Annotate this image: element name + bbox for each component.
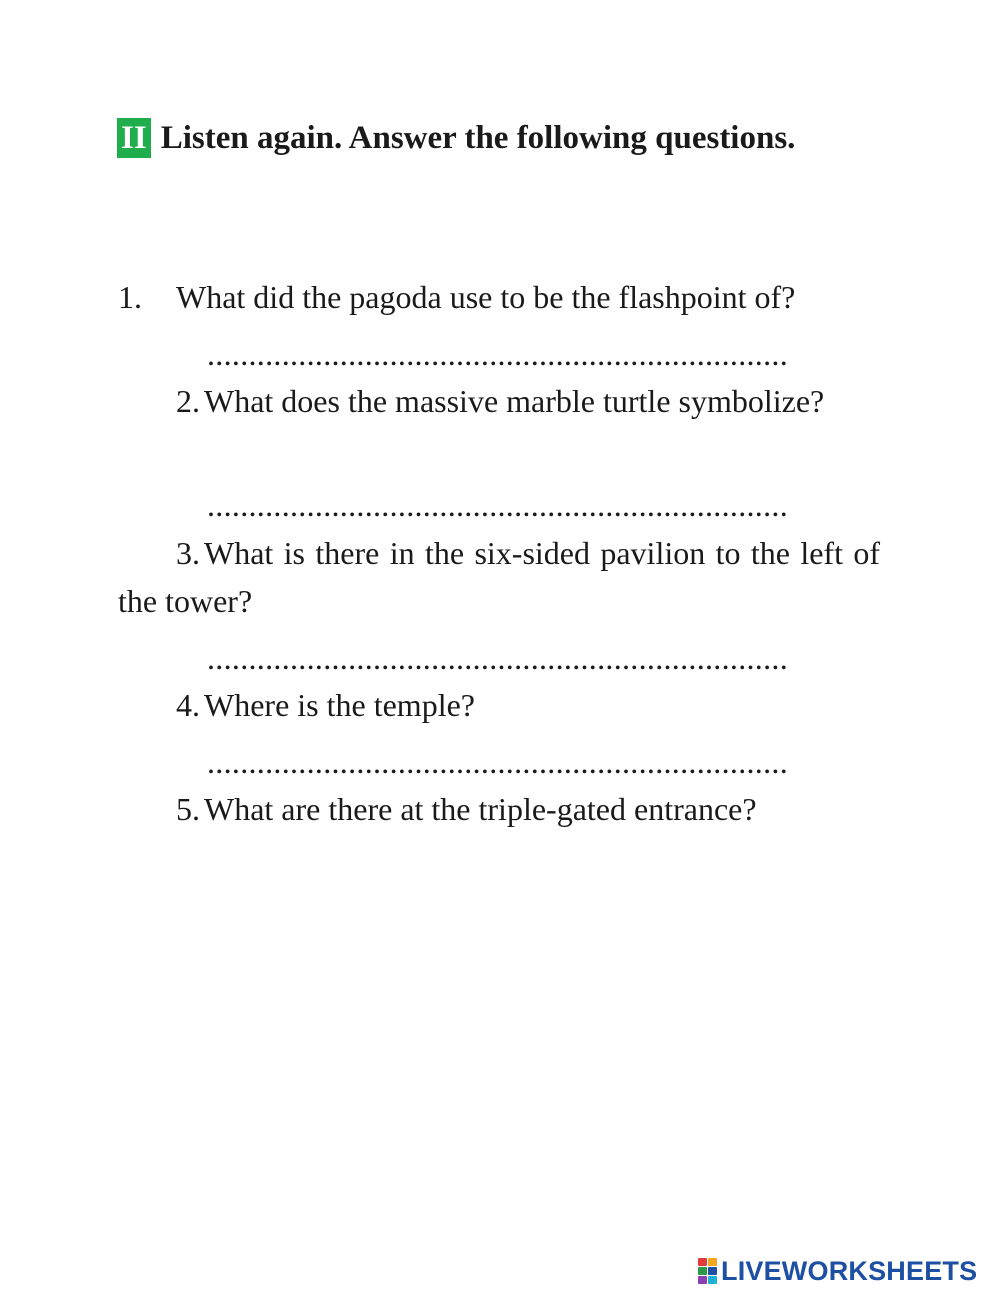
answer-line-4[interactable]: ...................................................................... bbox=[207, 744, 788, 780]
question-4-text: Where is the temple? bbox=[204, 687, 475, 723]
question-2-text: What does the massive marble turtle symbolize? bbox=[204, 383, 825, 419]
liveworksheets-logo-icon bbox=[698, 1258, 718, 1285]
question-5-number: 5. bbox=[176, 791, 200, 827]
question-3 bbox=[118, 529, 880, 625]
question-1 bbox=[118, 273, 888, 321]
question-2-number: 2. bbox=[176, 383, 200, 419]
question-3-number: 3. bbox=[176, 535, 200, 571]
answer-line-1[interactable]: ...................................................................... bbox=[207, 336, 788, 372]
question-1-text: What did the pagoda use to be the flashpoint of? bbox=[176, 279, 796, 315]
question-4-number: 4. bbox=[176, 687, 200, 723]
answer-line-2[interactable]: ...................................................................... bbox=[207, 487, 788, 523]
question-5 bbox=[176, 785, 757, 833]
liveworksheets-watermark bbox=[698, 1257, 977, 1285]
instruction-text: Listen again. Answer the following questions. bbox=[160, 120, 796, 156]
question-3-text: What is there in the six-sided pavilion to the left of the tower? bbox=[118, 535, 880, 619]
section-number-badge: II bbox=[117, 118, 151, 158]
section-heading bbox=[117, 118, 795, 158]
answer-line-3[interactable]: ...................................................................... bbox=[207, 640, 788, 676]
question-1-number: 1. bbox=[118, 279, 142, 315]
liveworksheets-brand-text: LIVEWORKSHEETS bbox=[721, 1256, 978, 1286]
question-5-text: What are there at the triple-gated entrance? bbox=[204, 791, 757, 827]
question-2 bbox=[118, 377, 880, 425]
question-4 bbox=[176, 681, 475, 729]
